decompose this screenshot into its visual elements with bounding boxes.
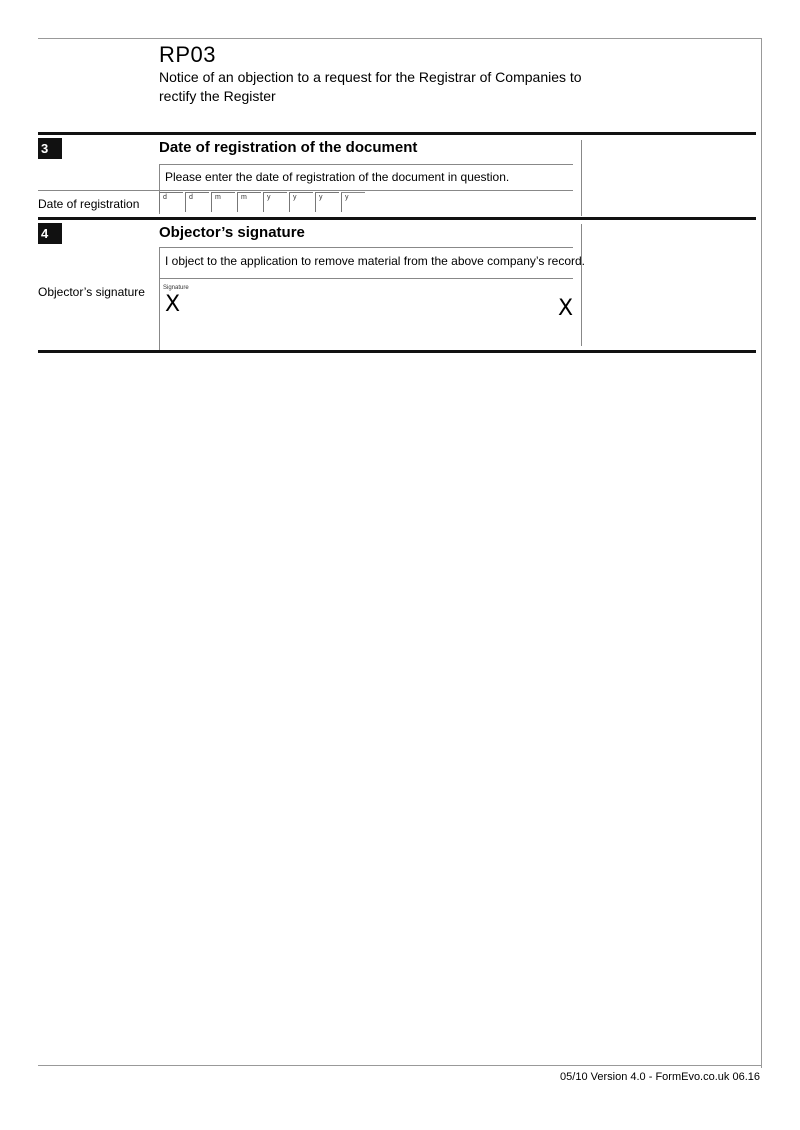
- signature-field[interactable]: [160, 279, 573, 349]
- date-month-1-box[interactable]: [211, 192, 235, 212]
- section-3-rule: [38, 132, 756, 135]
- section-3-right-divider: [581, 140, 582, 216]
- section-4-bottom-rule: [38, 350, 756, 353]
- date-year-1-box[interactable]: [263, 192, 287, 212]
- page-frame-top: [38, 38, 762, 39]
- date-year-4-box[interactable]: [341, 192, 365, 212]
- date-day-2-hint: d: [189, 194, 193, 201]
- form-code: RP03: [159, 42, 217, 67]
- section-4-instruction: I object to the application to remove material from the above company’s record.: [165, 254, 585, 268]
- section-4-instruction-top-line: [159, 247, 573, 248]
- date-year-3-box[interactable]: [315, 192, 339, 212]
- objectors-signature-label: Objector’s signature: [38, 285, 145, 299]
- date-year-1-hint: y: [267, 194, 271, 201]
- signature-cross-left-icon: X: [165, 292, 181, 317]
- date-box-end-line: [341, 192, 365, 193]
- section-4-rule: [38, 217, 756, 220]
- section-4-heading: Objector’s signature: [159, 224, 305, 241]
- date-year-3-hint: y: [319, 194, 323, 201]
- date-month-1-hint: m: [215, 194, 221, 201]
- section-3-field-line: [38, 190, 573, 191]
- page-frame-bottom: [38, 1065, 762, 1066]
- page-frame-right: [761, 38, 762, 1068]
- section-3-instruction-top-line: [159, 164, 573, 165]
- date-month-2-hint: m: [241, 194, 247, 201]
- signature-hint: Signature: [163, 285, 189, 291]
- date-year-2-hint: y: [293, 194, 297, 201]
- section-4-right-divider: [581, 224, 582, 346]
- form-title: Notice of an objection to a request for the Registrar of Companies to rectify the Register: [159, 69, 582, 104]
- footer-version: 05/10 Version 4.0 - FormEvo.co.uk 06.16: [560, 1071, 760, 1083]
- signature-cross-right-icon: X: [558, 296, 574, 321]
- date-day-1-box[interactable]: [159, 192, 183, 212]
- section-4-number: 4: [38, 223, 62, 244]
- date-day-1-hint: d: [163, 194, 167, 201]
- section-3-heading: Date of registration of the document: [159, 139, 418, 156]
- section-3-instruction: Please enter the date of registration of the document in question.: [165, 170, 510, 184]
- date-day-2-box[interactable]: [185, 192, 209, 212]
- date-year-2-box[interactable]: [289, 192, 313, 212]
- section-3-number: 3: [38, 138, 62, 159]
- date-year-4-hint: y: [345, 194, 349, 201]
- date-month-2-box[interactable]: [237, 192, 261, 212]
- date-of-registration-label: Date of registration: [38, 197, 140, 211]
